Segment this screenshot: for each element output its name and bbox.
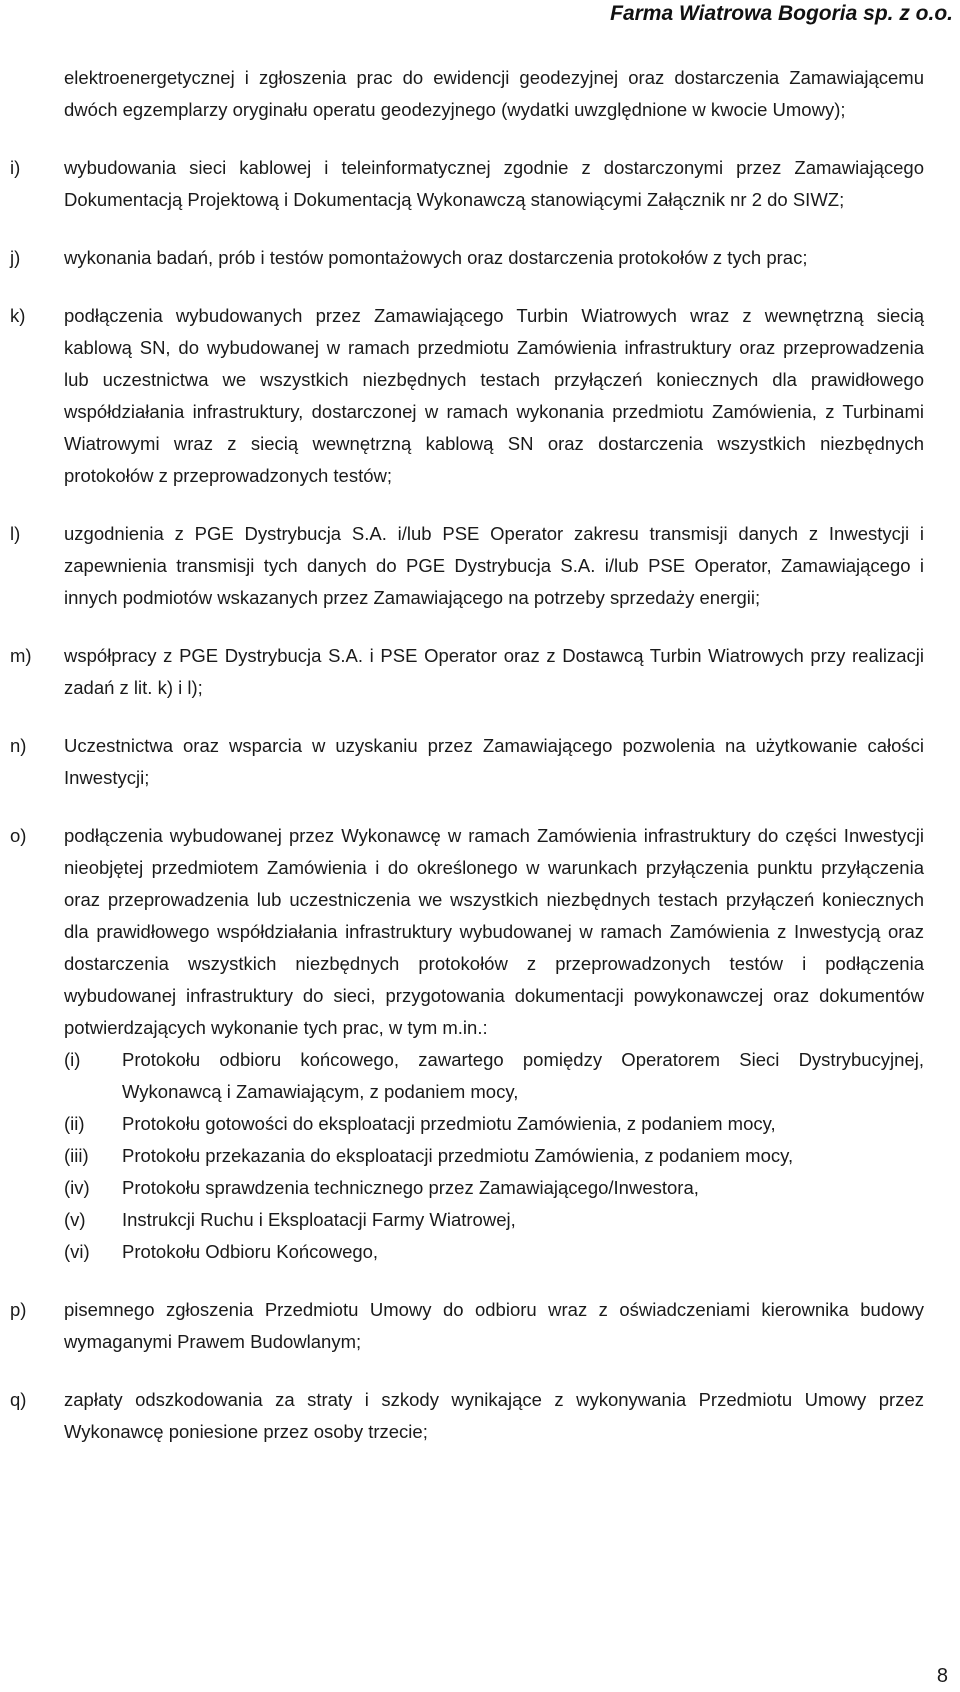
list-marker: m) xyxy=(10,645,32,666)
sub-list-text: Protokołu Odbioru Końcowego, xyxy=(122,1241,379,1262)
list-item-text: Uczestnictwa oraz wsparcia w uzyskaniu przez Zamawiającego pozwolenia na użytkowanie całości Inwestycji; xyxy=(64,735,924,788)
list-item-body xyxy=(64,820,924,1268)
list-item-text: wybudowania sieci kablowej i teleinformatycznej zgodnie z dostarczonymi przez Zamawiającego Dokumentacją Projektową i Dokumentacją Wykonawczą stanowiącymi Załącznik nr 2 do SIWZ; xyxy=(64,157,924,210)
list-item-n xyxy=(10,730,924,794)
sub-list-text: Protokołu gotowości do eksploatacji przedmiotu Zamówienia, z podaniem mocy, xyxy=(122,1113,776,1134)
sub-list-marker: (vi) xyxy=(64,1241,90,1262)
list-item-k xyxy=(10,300,924,492)
sub-list-item xyxy=(64,1172,924,1204)
sub-list-item xyxy=(64,1236,924,1268)
list-item-i xyxy=(10,152,924,216)
page-number: 8 xyxy=(936,1665,948,1687)
list-item-text: podłączenia wybudowanej przez Wykonawcę w ramach Zamówienia infrastruktury do części Inwestycji nieobjętej przedmiotem Zamówienia i do określonego w warunkach przyłączenia punktu przyłączenia oraz przeprowadzenia lub uczestniczenia we wszystkich niezbędnych testach przyłączeń koniecznych dla prawidłowego współdziałania infrastruktury wybudowanej w ramach Zamówienia z Inwestycją oraz dostarczenia wszystkich niezbędnych protokołów z przeprowadzonych testów i podłączenia wybudowanej infrastruktury do sieci, przygotowania dokumentacji powykonawczej oraz dokumentów potwierdzających wykonanie tych prac, w tym m.in.: xyxy=(64,825,924,1038)
sub-list-marker: (ii) xyxy=(64,1113,85,1134)
list-item-text: podłączenia wybudowanych przez Zamawiającego Turbin Wiatrowych wraz z wewnętrzną siecią kablową SN, do wybudowanej w ramach przedmiotu Zamówienia infrastruktury oraz przeprowadzenia lub uczestnictwa we wszystkich niezbędnych testach przyłączeń koniecznych dla prawidłowego współdziałania infrastruktury, dostarczonej w ramach wykonania przedmiotu Zamówienia, z Turbinami Wiatrowymi wraz z siecią wewnętrzną kablową SN oraz dostarczenia wszystkich niezbędnych protokołów z przeprowadzonych testów; xyxy=(64,305,924,486)
list-item-o xyxy=(10,820,924,1268)
sub-list-text: Instrukcji Ruchu i Eksploatacji Farmy Wiatrowej, xyxy=(122,1209,516,1230)
list-marker: q) xyxy=(10,1389,27,1410)
sub-list-marker: (iv) xyxy=(64,1177,90,1198)
list-marker: k) xyxy=(10,305,26,326)
sub-list-marker: (iii) xyxy=(64,1145,89,1166)
list-marker: l) xyxy=(10,523,21,544)
list-item-text: współpracy z PGE Dystrybucja S.A. i PSE Operator oraz z Dostawcą Turbin Wiatrowych przy realizacji zadań z lit. k) i l); xyxy=(64,645,924,698)
sub-list xyxy=(64,1044,924,1268)
list-item-p xyxy=(10,1294,924,1358)
list-marker: i) xyxy=(10,157,21,178)
sub-list-item xyxy=(64,1108,924,1140)
list-marker: j) xyxy=(10,247,21,268)
sub-list-item xyxy=(64,1140,924,1172)
list-item-l xyxy=(10,518,924,614)
sub-list-text: Protokołu przekazania do eksploatacji przedmiotu Zamówienia, z podaniem mocy, xyxy=(122,1145,794,1166)
sub-list-item xyxy=(64,1044,924,1108)
list-marker: o) xyxy=(10,825,27,846)
sub-list-item xyxy=(64,1204,924,1236)
page-header: Farma Wiatrowa Bogoria sp. z o.o. xyxy=(610,2,953,25)
sub-list-marker: (i) xyxy=(64,1049,81,1070)
list-item-text: zapłaty odszkodowania za straty i szkody wynikające z wykonywania Przedmiotu Umowy przez Wykonawcę poniesione przez osoby trzecie; xyxy=(64,1389,924,1442)
list-item-text: wykonania badań, prób i testów pomontażowych oraz dostarczenia protokołów z tych prac; xyxy=(64,247,808,268)
sub-list-text: Protokołu sprawdzenia technicznego przez Zamawiającego/Inwestora, xyxy=(122,1177,699,1198)
document-body xyxy=(10,62,924,1474)
list-item-text: pisemnego zgłoszenia Przedmiotu Umowy do odbioru wraz z oświadczeniami kierownika budowy wymaganymi Prawem Budowlanym; xyxy=(64,1299,924,1352)
list-item-text: uzgodnienia z PGE Dystrybucja S.A. i/lub PSE Operator zakresu transmisji danych z Inwestycji i zapewnienia transmisji tych danych do PGE Dystrybucja S.A. i/lub PSE Operator, Zamawiającego i innych podmiotów wskazanych przez Zamawiającego na potrzeby sprzedaży energii; xyxy=(64,523,924,608)
list-item-j xyxy=(10,242,924,274)
continuation-paragraph: elektroenergetycznej i zgłoszenia prac do ewidencji geodezyjnej oraz dostarczenia Zamawiającemu dwóch egzemplarzy oryginału operatu geodezyjnego (wydatki uwzględnione w kwocie Umowy); xyxy=(64,67,924,120)
list-item-q xyxy=(10,1384,924,1448)
list-item-m xyxy=(10,640,924,704)
sub-list-marker: (v) xyxy=(64,1209,86,1230)
list-marker: p) xyxy=(10,1299,27,1320)
list-marker: n) xyxy=(10,735,27,756)
sub-list-text: Protokołu odbioru końcowego, zawartego pomiędzy Operatorem Sieci Dystrybucyjnej, Wykonawcą i Zamawiającym, z podaniem mocy, xyxy=(122,1049,924,1102)
